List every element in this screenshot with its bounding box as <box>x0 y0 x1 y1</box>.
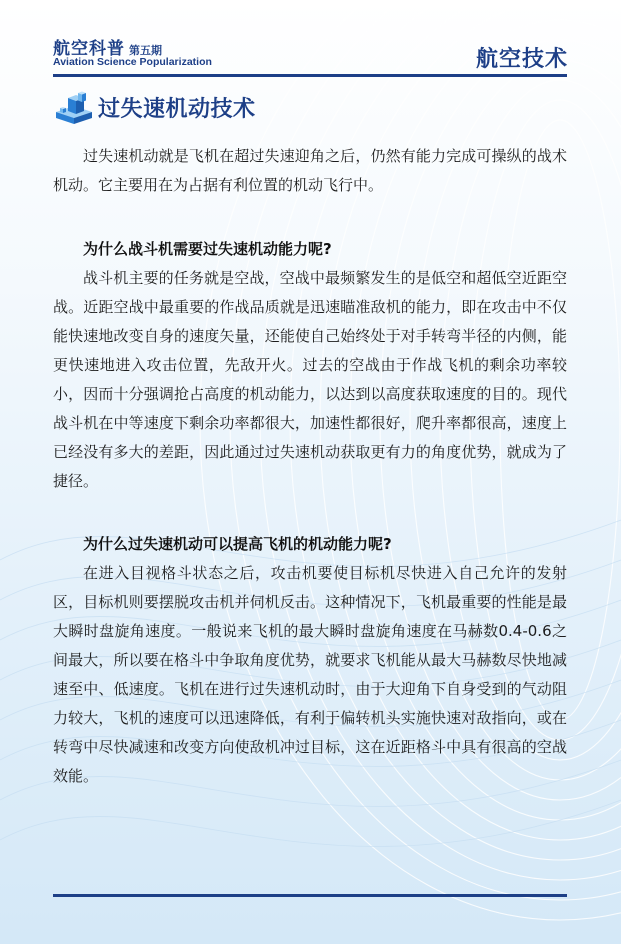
section-paragraph: 在进入目视格斗状态之后，攻击机要使目标机尽快进入自己允许的发射区，目标机则要摆脱攻击机并伺机反击。这种情况下，飞机最重要的性能是最大瞬时盘旋角速度。一般说来飞机的最大瞬时盘旋角速度在马赫数0.4-0.6之间最大，所以要在格斗中争取角度优势，就要求飞机能从最大马赫数尽快地减速至中、低速度。飞机在进行过失速机动时，由于大迎角下自身受到的气动阻力较大，飞机的速度可以迅速降低，有利于偏转机头实施快速对敌指向，或在转弯中尽快减速和改变方向使敌机冲过目标，这在近距格斗中具有很高的空战效能。 <box>53 564 567 785</box>
article-body <box>53 142 567 791</box>
section-heading: 为什么战斗机需要过失速机动能力呢? <box>83 240 332 258</box>
brand-name: 航空科普 <box>53 39 125 59</box>
article-title: 过失速机动技术 <box>98 97 256 122</box>
page-header <box>0 0 621 80</box>
footer-divider <box>53 894 567 897</box>
intro-paragraph: 过失速机动就是飞机在超过失速迎角之后，仍然有能力完成可操纵的战术机动。它主要用在为占据有利位置的机动飞行中。 <box>53 147 567 194</box>
brand-english-name: Aviation Science Popularization <box>53 56 212 68</box>
issue-label: 第五期 <box>129 44 162 57</box>
section-tag: 航空技术 <box>475 47 568 72</box>
section-paragraph: 战斗机主要的任务就是空战，空战中最频繁发生的是低空和超低空近距空战。近距空战中最重要的作战品质就是迅速瞄准敌机的能力，即在攻击中不仅能快速地改变自身的速度矢量，还能使自己始终处于对手转弯半径的内侧，能更快速地进入攻击位置，先敌开火。过去的空战由于作战飞机的剩余功率较小，因而十分强调抢占高度的机动能力，以达到以高度获取速度的目的。现代战斗机在中等速度下剩余功率都很大，加速性都很好，爬升率都很高，速度上已经没有多大的差距，因此通过过失速机动获取更有力的角度优势，就成为了捷径。 <box>53 269 567 490</box>
cubes-icon <box>54 90 94 124</box>
header-divider <box>53 74 567 77</box>
section-heading: 为什么过失速机动可以提高飞机的机动能力呢? <box>83 535 392 553</box>
